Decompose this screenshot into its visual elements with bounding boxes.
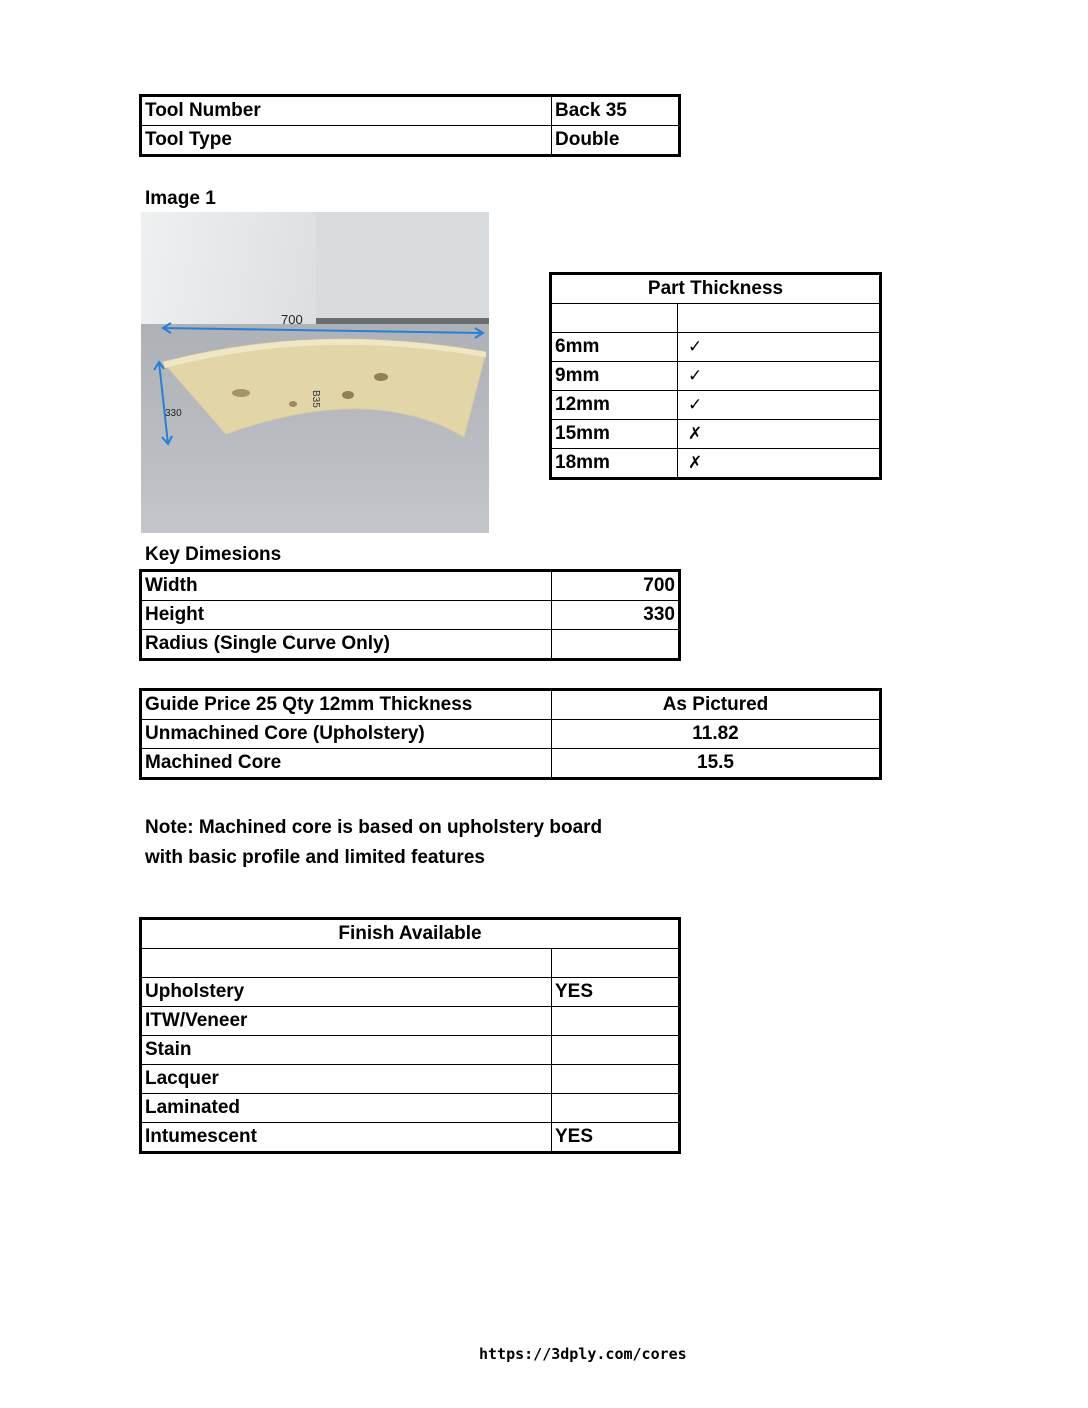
finish-label: Laminated [142,1094,552,1123]
table-row [142,720,880,749]
tool-number-label: Tool Number [142,97,552,126]
table-row [142,1094,679,1123]
table-row [142,1065,679,1094]
guide-price-table [141,690,880,778]
finish-available-title: Finish Available [142,920,679,949]
product-photo [141,212,489,533]
finish-available-table [141,919,679,1152]
table-header-row [142,920,679,949]
finish-value: YES [552,1123,679,1152]
dimension-label: Height [142,601,552,630]
thickness-size: 18mm [552,449,678,478]
table-row [552,304,880,333]
table-row [142,630,679,659]
price-label: Unmachined Core (Upholstery) [142,720,552,749]
note-text [145,813,602,873]
table-row [142,978,679,1007]
tool-type-label: Tool Type [142,126,552,155]
cross-icon: ✗ [678,420,880,449]
dimension-value: 700 [552,572,679,601]
table-row [142,126,679,155]
thickness-size: 15mm [552,420,678,449]
note-line-1: Note: Machined core is based on upholstery board [145,817,603,838]
key-dimensions-title: Key Dimesions [145,544,282,565]
photo-overlay [141,212,489,533]
height-annotation: 330 [165,408,182,419]
cross-icon: ✗ [678,449,880,478]
check-icon: ✓ [678,362,880,391]
table-row [142,1007,679,1036]
finish-label: Lacquer [142,1065,552,1094]
table-row [142,1036,679,1065]
finish-value [552,1094,679,1123]
width-annotation: 700 [281,312,303,327]
table-row [552,362,880,391]
table-row [142,97,679,126]
table-row [142,749,880,778]
table-row [142,1123,679,1152]
check-icon: ✓ [678,391,880,420]
finish-label: Stain [142,1036,552,1065]
part-thickness-table [551,274,880,478]
thickness-size: 6mm [552,333,678,362]
finish-label: ITW/Veneer [142,1007,552,1036]
svg-text:B35: B35 [310,390,321,408]
dimension-value [552,630,679,659]
price-value: 15.5 [552,749,880,778]
table-row [142,601,679,630]
finish-value: YES [552,978,679,1007]
table-row [552,391,880,420]
thickness-size: 9mm [552,362,678,391]
image-title: Image 1 [145,188,216,209]
table-row [142,949,679,978]
table-row [552,449,880,478]
finish-value [552,1036,679,1065]
table-header-row [552,275,880,304]
part-thickness-title: Part Thickness [552,275,880,304]
tool-info-table [141,96,679,155]
key-dimensions-table [141,571,679,659]
check-icon: ✓ [678,333,880,362]
guide-price-header: Guide Price 25 Qty 12mm Thickness [142,691,552,720]
thickness-size: 12mm [552,391,678,420]
footer-url[interactable]: https://3dply.com/cores [479,1345,687,1363]
price-value: 11.82 [552,720,880,749]
finish-value [552,1065,679,1094]
dimension-label: Width [142,572,552,601]
note-line-2: with basic profile and limited features [145,847,485,868]
finish-label: Intumescent [142,1123,552,1152]
price-label: Machined Core [142,749,552,778]
dimension-value: 330 [552,601,679,630]
dimension-label: Radius (Single Curve Only) [142,630,552,659]
as-pictured-header: As Pictured [552,691,880,720]
tool-number-value: Back 35 [552,97,679,126]
table-header-row [142,691,880,720]
table-row [552,333,880,362]
tool-type-value: Double [552,126,679,155]
table-row [552,420,880,449]
finish-label: Upholstery [142,978,552,1007]
finish-value [552,1007,679,1036]
table-row [142,572,679,601]
